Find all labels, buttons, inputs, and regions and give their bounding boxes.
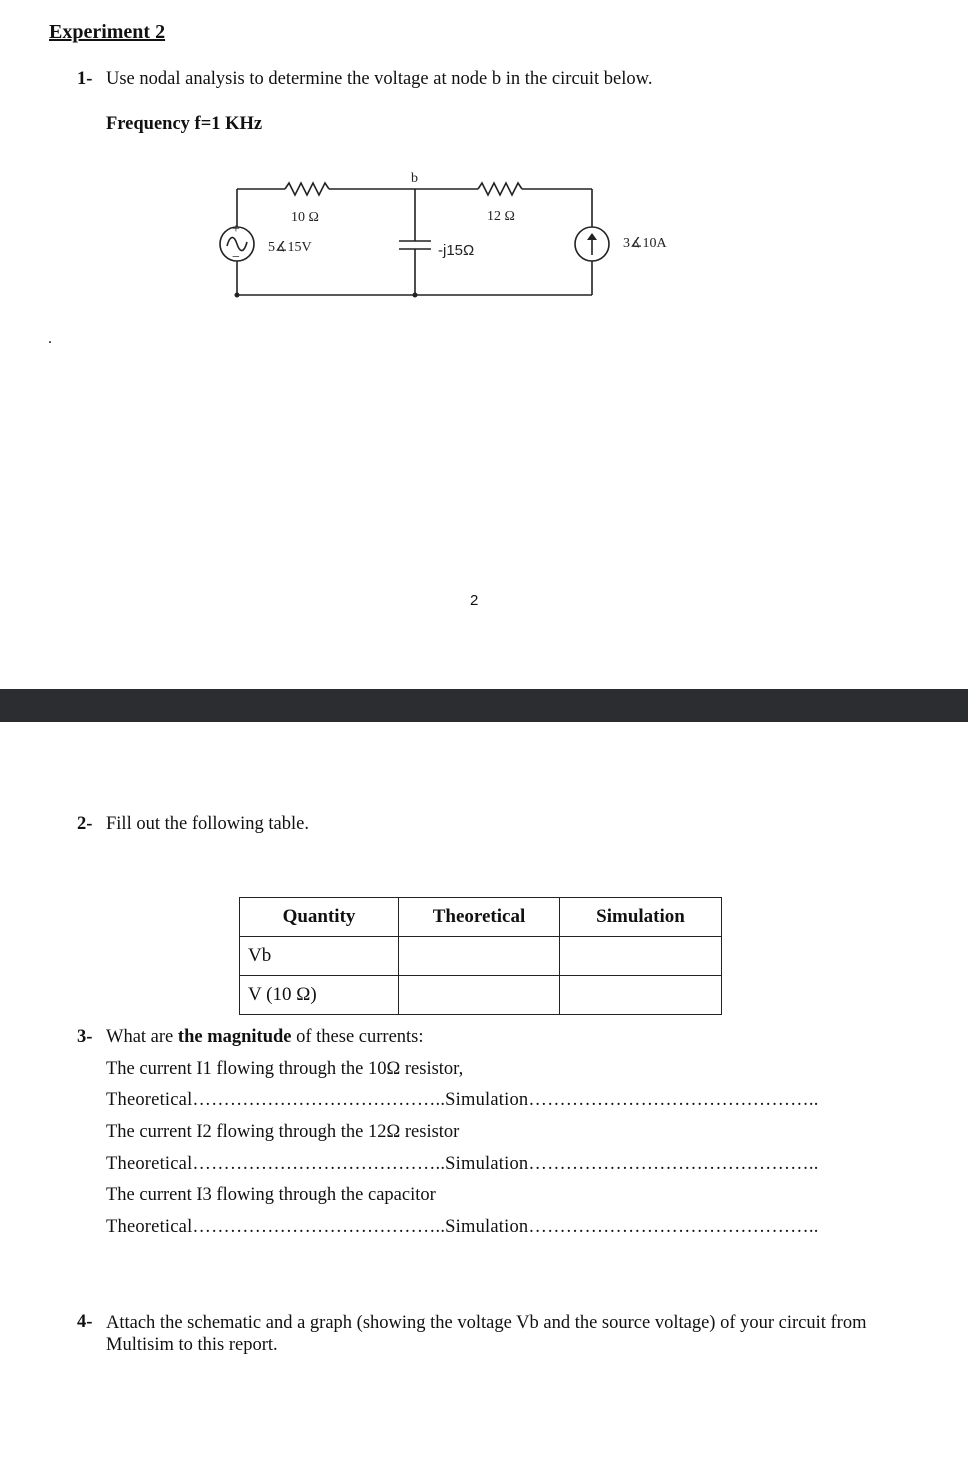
question-3-number: 3- xyxy=(77,1027,93,1047)
resistor-10-ohm xyxy=(285,183,329,195)
table-cell-simulation[interactable] xyxy=(560,937,722,976)
question-2-text: Fill out the following table. xyxy=(106,814,309,834)
page-title: Experiment 2 xyxy=(49,21,166,43)
current-2-answer-line[interactable]: Theoretical…………………………………..Simulation……………………………………….. xyxy=(106,1154,819,1174)
current-3-answer-line[interactable]: Theoretical…………………………………..Simulation……………………………………….. xyxy=(106,1217,819,1237)
table-header-theoretical: Theoretical xyxy=(399,898,560,937)
question-2-number: 2- xyxy=(77,814,93,834)
table-cell-theoretical[interactable] xyxy=(399,976,560,1015)
voltage-source-label: 5∡15V xyxy=(268,240,312,255)
current-source-label: 3∡10A xyxy=(623,236,667,251)
question-3-suffix: of these currents: xyxy=(291,1027,424,1047)
question-1-number: 1- xyxy=(77,69,93,89)
frequency-label: Frequency f=1 KHz xyxy=(106,114,263,134)
question-3-prefix: What are xyxy=(106,1027,178,1047)
table-header-row xyxy=(240,898,722,937)
table-header-simulation: Simulation xyxy=(560,898,722,937)
svg-text:−: − xyxy=(232,250,240,265)
circuit-diagram xyxy=(215,165,685,305)
table-cell-quantity: V (10 Ω) xyxy=(240,976,399,1015)
table-cell-simulation[interactable] xyxy=(560,976,722,1015)
question-3-text xyxy=(106,1027,424,1048)
current-3-label: The current I3 flowing through the capacitor xyxy=(106,1185,436,1205)
question-3-bold: the magnitude xyxy=(177,1027,292,1047)
stray-mark: . xyxy=(48,330,52,347)
node-b-label: b xyxy=(411,171,418,186)
capacitor-label: -j15Ω xyxy=(438,242,475,259)
resistor-10-label: 10 Ω xyxy=(291,210,319,225)
question-4-text: Attach the schematic and a graph (showing the voltage Vb and the source voltage) of your circuit from Multisim to this report. xyxy=(106,1313,867,1355)
current-1-answer-line[interactable]: Theoretical…………………………………..Simulation……………………………………….. xyxy=(106,1090,819,1110)
current-2-label: The current I2 flowing through the 12Ω resistor xyxy=(106,1122,460,1142)
resistor-12-ohm xyxy=(478,183,522,195)
page-divider xyxy=(0,689,968,722)
results-table xyxy=(239,897,722,1015)
table-cell-quantity: Vb xyxy=(240,937,399,976)
question-4-number: 4- xyxy=(77,1312,93,1332)
current-1-label: The current I1 flowing through the 10Ω resistor, xyxy=(106,1059,464,1079)
svg-text:+: + xyxy=(232,222,240,237)
table-header-quantity: Quantity xyxy=(240,898,399,937)
table-cell-theoretical[interactable] xyxy=(399,937,560,976)
question-1-text: Use nodal analysis to determine the voltage at node b in the circuit below. xyxy=(106,69,653,89)
table-row xyxy=(240,937,722,976)
page-number: 2 xyxy=(470,592,479,609)
resistor-12-label: 12 Ω xyxy=(487,209,515,224)
table-row xyxy=(240,976,722,1015)
